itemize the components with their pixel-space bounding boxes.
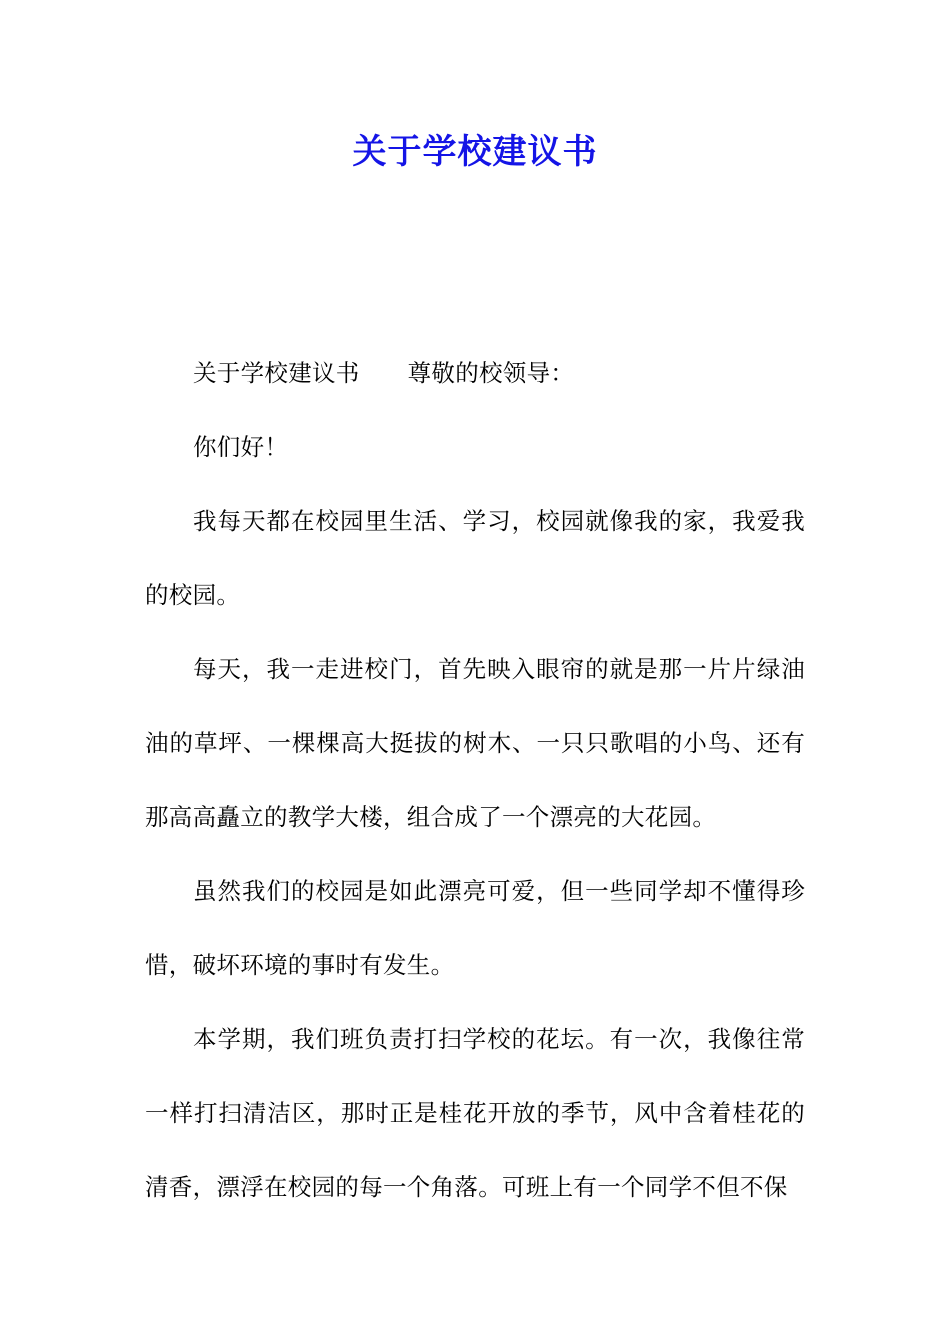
paragraph-1: 我每天都在校园里生活、学习，校园就像我的家，我爱我的校园。 xyxy=(145,507,805,609)
paragraph-3: 虽然我们的校园是如此漂亮可爱，但一些同学却不懂得珍惜，破坏环境的事时有发生。 xyxy=(145,877,805,979)
paragraph-4: 本学期，我们班负责打扫学校的花坛。有一次，我像往常一样打扫清洁区，那时正是桂花开放的季节，风中含着桂花的清香，漂浮在校园的每一个角落。可班上有一个同学不但不保 xyxy=(145,1025,805,1201)
salutation-recipient: 尊敬的校领导： xyxy=(407,359,575,387)
page-title: 关于学校建议书 xyxy=(352,132,598,172)
salutation-prefix: 关于学校建议书 xyxy=(193,359,360,387)
salutation-line xyxy=(145,336,805,410)
paragraph-2: 每天，我一走进校门，首先映入眼帘的就是那一片片绿油油的草坪、一棵棵高大挺拔的树木、一只只歌唱的小鸟、还有那高高矗立的教学大楼，组合成了一个漂亮的大花园。 xyxy=(145,655,805,831)
document-body xyxy=(145,336,805,1224)
greeting: 你们好！ xyxy=(193,433,289,461)
